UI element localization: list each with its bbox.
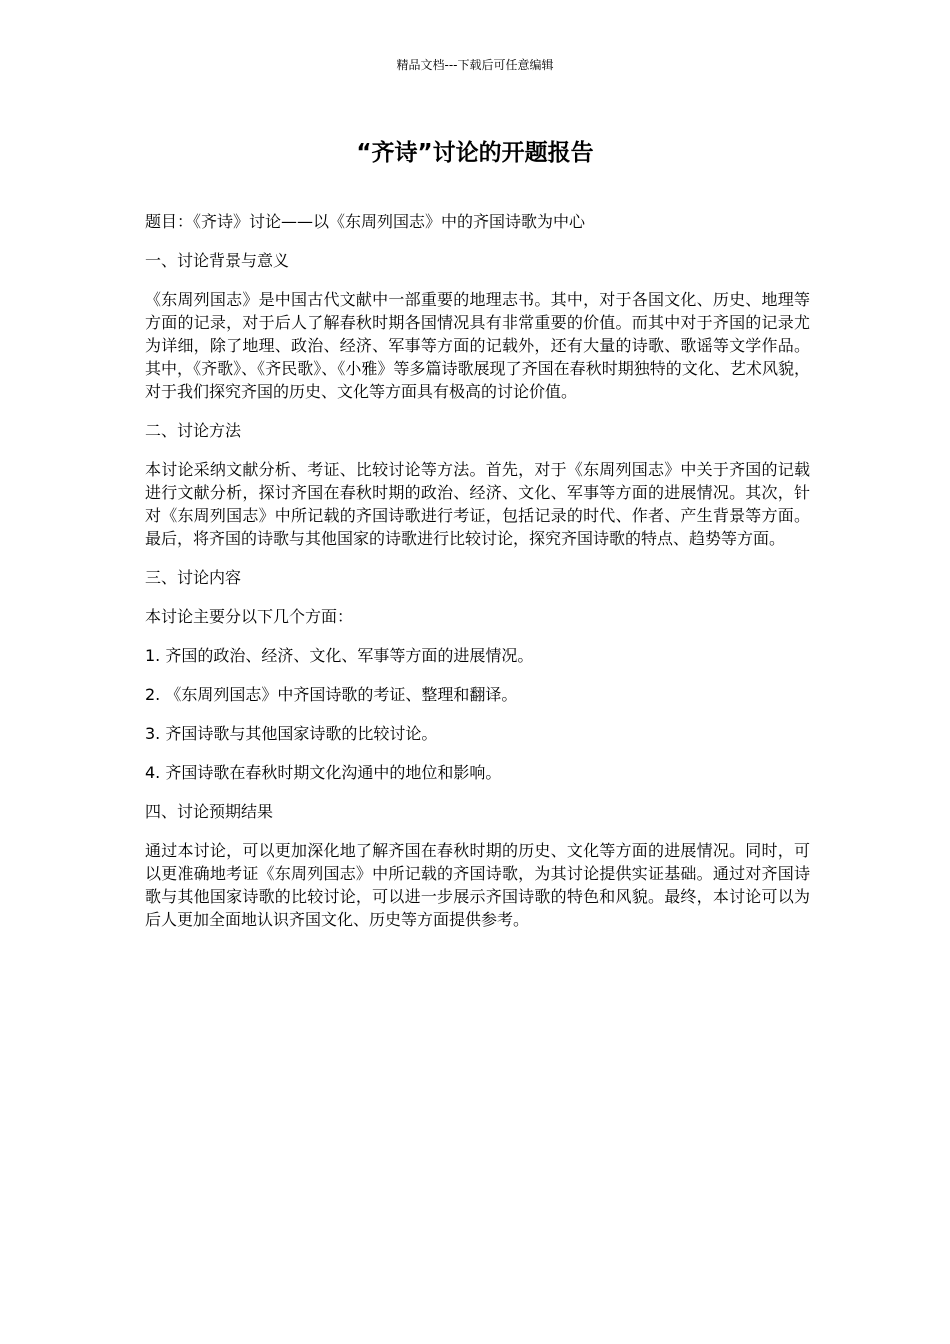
section-heading-method: 二、讨论方法 xyxy=(145,421,242,440)
list-item: 4. 齐国诗歌在春秋时期文化沟通中的地位和影响。 xyxy=(145,763,502,782)
section-heading-background: 一、讨论背景与意义 xyxy=(145,251,290,270)
section-body-background: 《东周列国志》是中国古代文献中一部重要的地理志书。其中，对于各国文化、历史、地理等方面的记录，对于后人了解春秋时期各国情况具有非常重要的价值。而其中对于齐国的记录尤为详细，除了地理、政治、经济、军事等方面的记载外，还有大量的诗歌、歌谣等文学作品。其中，《齐歌》、《齐民歌》、《小雅》等多篇诗歌展现了齐国在春秋时期独特的文化、艺术风貌，对于我们探究齐国的历史、文化等方面具有极高的讨论价值。 xyxy=(145,290,810,401)
section-heading-content: 三、讨论内容 xyxy=(145,568,242,587)
page-header: 精品文档---下载后可任意编辑 xyxy=(396,58,554,72)
section-intro-content: 本讨论主要分以下几个方面： xyxy=(145,607,354,626)
document-body xyxy=(145,210,810,947)
section-heading-results: 四、讨论预期结果 xyxy=(145,802,274,821)
document-title: “齐诗”讨论的开题报告 xyxy=(356,140,594,166)
list-item: 1. 齐国的政治、经济、文化、军事等方面的进展情况。 xyxy=(145,646,534,665)
section-body-results: 通过本讨论，可以更加深化地了解齐国在春秋时期的历史、文化等方面的进展情况。同时，可以更准确地考证《东周列国志》中所记载的齐国诗歌，为其讨论提供实证基础。通过对齐国诗歌与其他国家诗歌的比较讨论，可以进一步展示齐国诗歌的特色和风貌。最终，本讨论可以为后人更加全面地认识齐国文化、历史等方面提供参考。 xyxy=(145,841,810,929)
list-item: 2. 《东周列国志》中齐国诗歌的考证、整理和翻译。 xyxy=(145,685,518,704)
section-body-method: 本讨论采纳文献分析、考证、比较讨论等方法。首先，对于《东周列国志》中关于齐国的记载进行文献分析，探讨齐国在春秋时期的政治、经济、文化、军事等方面的进展情况。其次，针对《东周列国志》中所记载的齐国诗歌进行考证，包括记录的时代、作者、产生背景等方面。最后，将齐国的诗歌与其他国家的诗歌进行比较讨论，探究齐国诗歌的特点、趋势等方面。 xyxy=(145,460,810,548)
subject-line: 题目：《齐诗》讨论——以《东周列国志》中的齐国诗歌为中心 xyxy=(145,212,586,231)
list-item: 3. 齐国诗歌与其他国家诗歌的比较讨论。 xyxy=(145,724,438,743)
